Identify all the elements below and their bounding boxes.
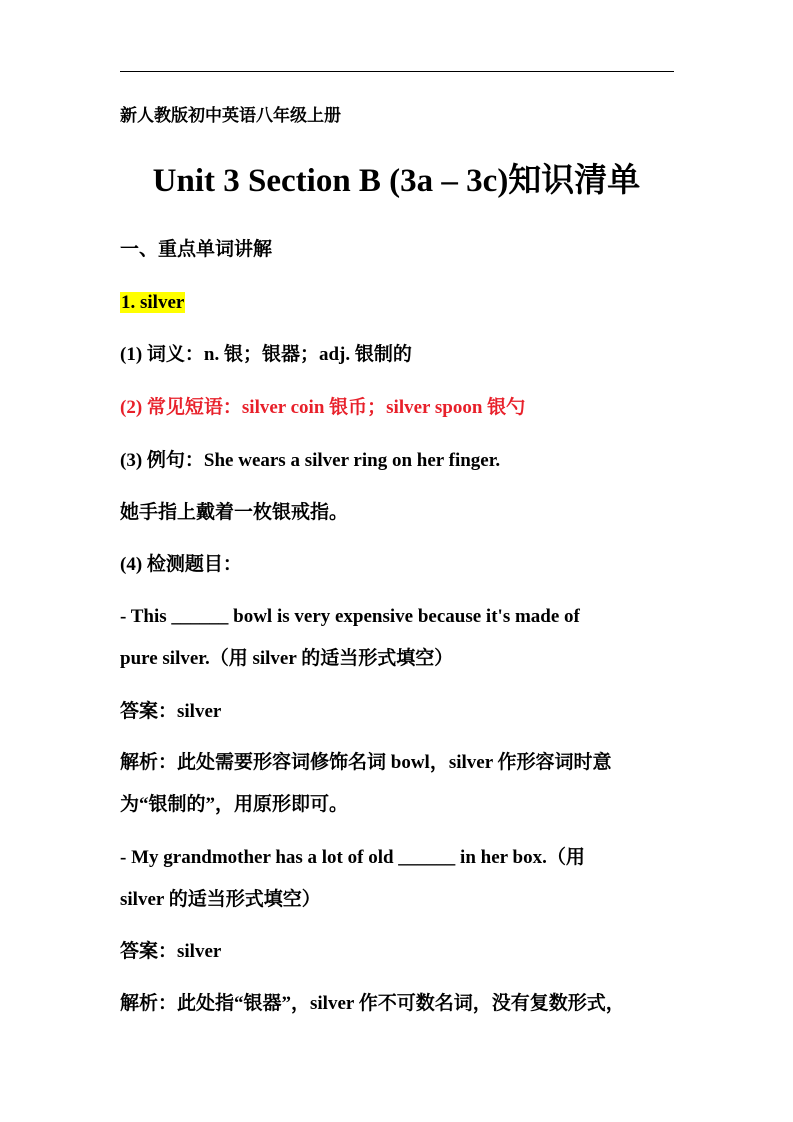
section-heading: 一、重点单词讲解 [120, 239, 273, 260]
example-sentence-cn: 她手指上戴着一枚银戒指。 [120, 502, 349, 523]
document-title: Unit 3 Section B (3a – 3c)知识清单 [152, 163, 641, 199]
header-rule [120, 71, 674, 72]
quiz-question-1-line-1: - This ______ bowl is very expensive because it's made of [120, 606, 580, 627]
quiz-explanation-2-line-1: 解析：此处指“银器”，silver 作不可数名词，没有复数形式， [120, 993, 625, 1014]
highlighted-word: 1. silver [121, 292, 185, 313]
quiz-question-2-line-1: - My grandmother has a lot of old ______ in her box.（用 [120, 847, 585, 868]
quiz-question-2-line-2: silver 的适当形式填空） [120, 889, 321, 910]
quiz-answer-2: 答案：silver [120, 941, 222, 962]
word-meaning: (1) 词义：n. 银；银器；adj. 银制的 [120, 344, 412, 365]
document-subtitle: 新人教版初中英语八年级上册 [120, 106, 341, 125]
quiz-explanation-1-line-1: 解析：此处需要形容词修饰名词 bowl，silver 作形容词时意 [120, 752, 612, 773]
common-phrases: (2) 常见短语：silver coin 银币；silver spoon 银勺 [120, 397, 526, 418]
word-label [120, 291, 680, 315]
quiz-explanation-1-line-2: 为“银制的”，用原形即可。 [120, 794, 349, 815]
example-sentence-en: (3) 例句：She wears a silver ring on her finger. [120, 450, 501, 471]
quiz-question-1-line-2: pure silver.（用 silver 的适当形式填空） [120, 648, 454, 669]
quiz-answer-1: 答案：silver [120, 701, 222, 722]
quiz-heading: (4) 检测题目： [120, 554, 242, 575]
